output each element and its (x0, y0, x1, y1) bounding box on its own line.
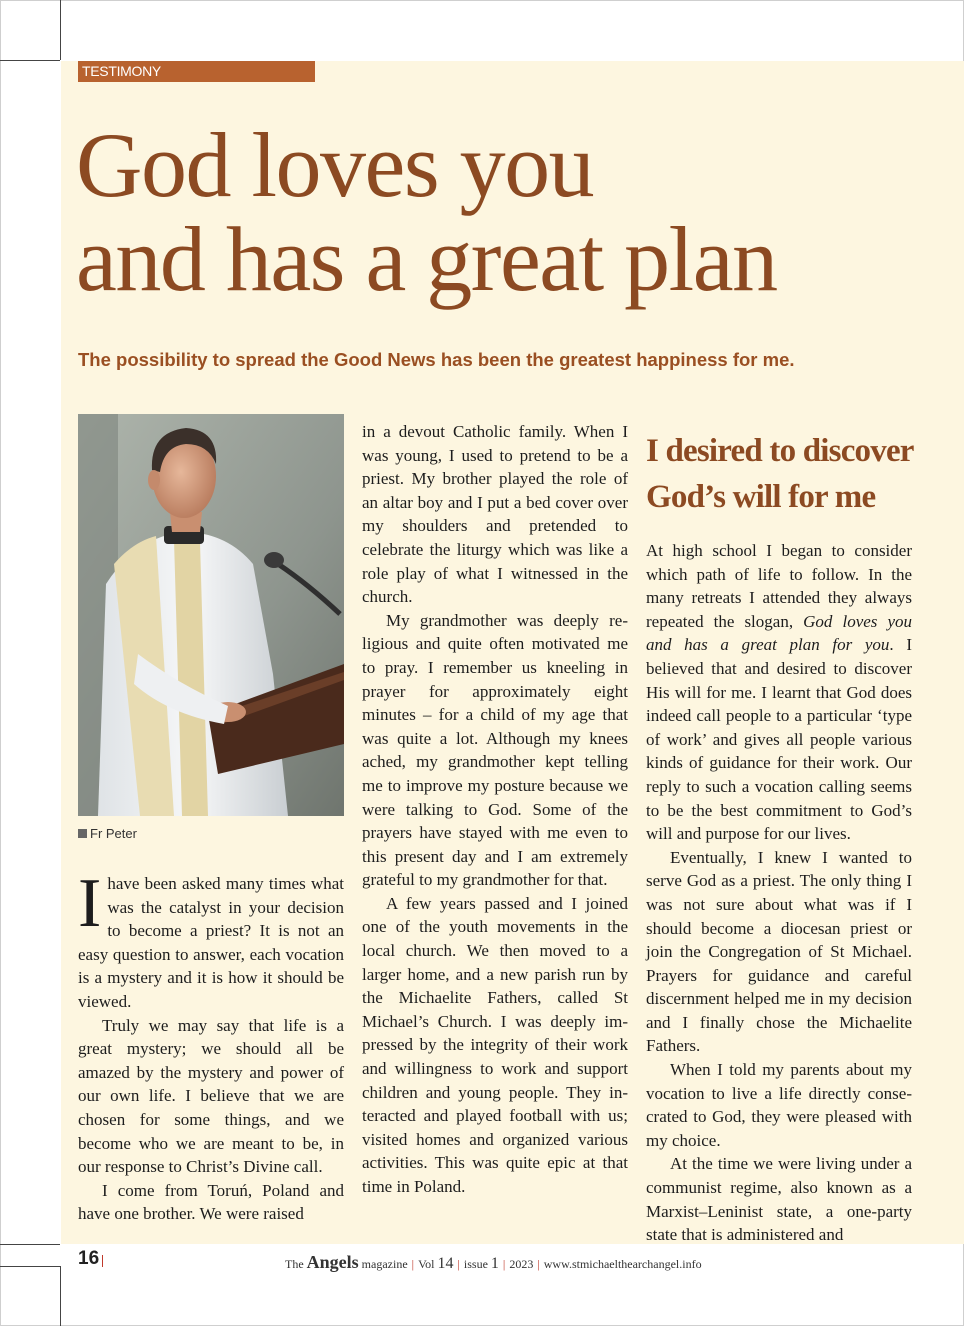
subhead: The possibility to spread the Good News has been the greatest happiness for me. (78, 349, 795, 370)
page-number: 16 (78, 1248, 100, 1269)
separator: | (457, 1257, 460, 1271)
column-heading: I desired to discover God’s will for me (646, 433, 914, 515)
footer-divider (102, 1255, 103, 1267)
photo-caption (78, 826, 137, 841)
paragraph: Eventually, I knew I wanted to serve God as a priest. The only thing I was not sure about what was if I should become a diocesan priest or join the Congregation of St Michael. Prayers for guidance and careful discernment helped me in my decision and I finally chose the Michaelite Fathers. (646, 847, 912, 1056)
crop-mark (60, 0, 61, 60)
credit-year: 2023 (509, 1257, 534, 1271)
credit-issue-label: issue (463, 1257, 488, 1271)
paragraph: A few years passed and I joined one of the youth movements in the local church. We then moved to a larger home, and a new parish run by the Michaelite Fathers, called St Michael’s Church. I was deeply impressed by the integrity of their work and willingness to work and support children and young people. They interacted and played football with us; visited homes and organized various activities. This was quite epic at that time in Poland. (362, 893, 628, 1196)
priest-photo (78, 414, 344, 816)
credit-vol-number: 14 (437, 1255, 454, 1272)
credit-issue-number: 1 (490, 1255, 499, 1272)
credit-website[interactable]: www.stmichaelthearchangel.info (543, 1257, 702, 1271)
separator: | (502, 1257, 506, 1271)
credit-the: The (285, 1257, 304, 1271)
magazine-credit (285, 1252, 702, 1273)
crop-mark (0, 1266, 60, 1267)
paragraph: My grandmother was deeply religious and quite often motivated me to pray. I remember us kneeling in prayer for approximately eight minutes – for a child of my age that was quite a lot. Although my knees ached, my grandmother kept telling me to improve my posture because we were talking to God. Some of the prayers have stayed with me even to this present day and I am extremely grateful to my grandmother for that. (362, 610, 628, 890)
slogan-text: God loves you and has a great plan for you (646, 611, 912, 655)
photo-caption-text: Fr Peter (90, 826, 137, 841)
paragraph (78, 865, 344, 1014)
credit-magazine: magazine (361, 1257, 408, 1271)
credit-angels: Angels (306, 1252, 359, 1272)
drop-cap: I (78, 865, 102, 942)
paragraph: When I told my parents about my vocation to live a life directly consecrated to God, they were pleased with my choice. (646, 1060, 912, 1150)
paragraph-text: At high school I began to consider which path of life to follow. In the many retreats I attended they always repeated the slogan, (646, 541, 912, 631)
paragraph (646, 539, 912, 846)
crop-mark (0, 60, 60, 61)
paragraph: I come from Toruń, Poland and have one brother. We were raised (78, 1180, 344, 1224)
headline-line-1: God loves you (76, 114, 594, 216)
paragraph-text: . I believed that and desired to discover His will for me. I learnt that God does indeed call people to a particular ‘type of work’ and gives all people various kinds of guidance for their work. Our reply to such a vocation calling seems to be the best commitment to God’s will and purpose for our lives. (646, 635, 912, 844)
crop-mark (0, 1244, 60, 1245)
article-column-1 (78, 865, 344, 1226)
credit-vol-label: Vol (418, 1257, 435, 1271)
caption-square-icon (78, 829, 87, 838)
paragraph: in a devout Catholic family. When I was young, I used to pretend to be a priest. My brother played the role of an altar boy and I put a bed cover over my shoulders and pretended to celebrate the liturgy which was like a role play of what I witnessed in the church. (362, 422, 628, 607)
crop-mark (60, 1266, 61, 1326)
paragraph-text: have been asked many times what was the catalyst in your decision to become a priest? It is not an easy question to answer, each vocation is a mystery and it is how it should be viewed. (78, 874, 344, 1011)
paragraph: At the time we were living under a communist regime, also known as a Marxist–Leninist state, a one-party state that is administered and (646, 1154, 912, 1245)
headline-line-2: and has a great plan (76, 208, 777, 310)
priest-photo-illustration (78, 414, 344, 816)
headline (76, 114, 936, 310)
article-column-3 (646, 539, 912, 1247)
separator: | (411, 1257, 415, 1271)
separator: | (537, 1257, 540, 1271)
article-column-2 (362, 420, 628, 1199)
paragraph: Truly we may say that life is a great mystery; we should all be amazed by the mystery and power of our own life. I believe that we are chosen for some things, and we become who we are meant to be, in our response to Christ’s Divine call. (78, 1015, 344, 1177)
page-footer (78, 1248, 938, 1272)
section-tag: TESTIMONY (78, 61, 315, 82)
